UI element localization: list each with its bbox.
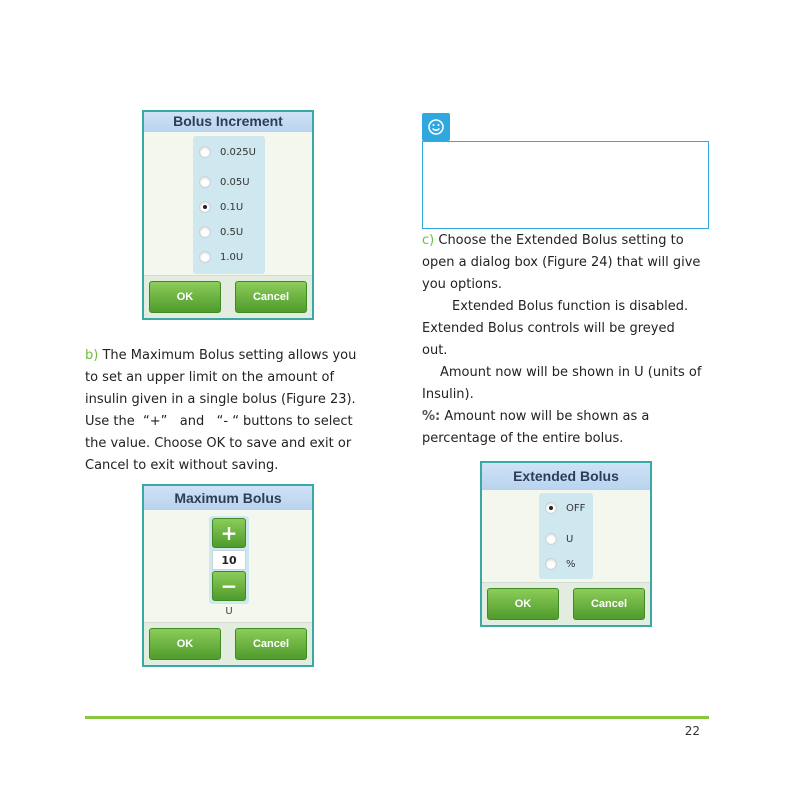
- radio-option[interactable]: [199, 223, 243, 241]
- quantity-value: 10: [212, 550, 246, 570]
- option-label: 0.1U: [220, 201, 244, 213]
- percent-marker: %:: [422, 409, 441, 424]
- radio-option[interactable]: [199, 248, 243, 266]
- text-line: percentage of the entire bolus.: [422, 431, 624, 446]
- option-label: %: [566, 558, 576, 570]
- dialog-title: Maximum Bolus: [144, 486, 312, 510]
- option-panel: [193, 136, 265, 274]
- text-line: you options.: [422, 277, 503, 292]
- option-label: 0.025U: [220, 146, 256, 158]
- note-box: [422, 141, 709, 229]
- text-line: [85, 345, 375, 367]
- radio-option[interactable]: [199, 198, 243, 216]
- text-line: Insulin).: [422, 387, 474, 402]
- ok-button[interactable]: OK: [487, 588, 559, 620]
- increase-button[interactable]: +: [212, 518, 246, 548]
- button-bar: [144, 275, 312, 318]
- step-marker: b): [85, 348, 99, 363]
- text-line: Amount now will be shown in U (units of: [440, 365, 702, 380]
- option-panel: [539, 493, 593, 579]
- option-label: U: [566, 533, 574, 545]
- cancel-button[interactable]: Cancel: [235, 628, 307, 660]
- cancel-button[interactable]: Cancel: [573, 588, 645, 620]
- radio-option[interactable]: [199, 143, 256, 161]
- radio-option[interactable]: [545, 530, 573, 548]
- unit-label: U: [225, 606, 233, 617]
- radio-button-icon[interactable]: [545, 533, 557, 545]
- text-line: to set an upper limit on the amount of: [85, 370, 335, 385]
- radio-button-icon[interactable]: [199, 251, 211, 263]
- text-line: Cancel to exit without saving.: [85, 458, 279, 473]
- option-label: OFF: [566, 502, 586, 514]
- radio-button-icon[interactable]: [545, 558, 557, 570]
- option-label: 0.05U: [220, 176, 250, 188]
- step-marker: c): [422, 233, 435, 248]
- radio-button-icon[interactable]: [199, 226, 211, 238]
- bolus-increment-dialog: [142, 110, 314, 320]
- radio-option[interactable]: [545, 555, 576, 573]
- radio-button-icon[interactable]: [199, 176, 211, 188]
- radio-option[interactable]: [545, 499, 585, 517]
- extended-bolus-dialog: [480, 461, 652, 627]
- cancel-button[interactable]: Cancel: [235, 281, 307, 313]
- paragraph-maximum-bolus: [85, 345, 375, 477]
- dialog-title: Extended Bolus: [482, 463, 650, 490]
- text-line: the value. Choose OK to save and exit or: [85, 436, 352, 451]
- decrease-button[interactable]: −: [212, 571, 246, 601]
- ok-button[interactable]: OK: [149, 281, 221, 313]
- text-line: [422, 230, 722, 252]
- radio-button-icon[interactable]: [199, 146, 211, 158]
- text-line: [422, 406, 722, 428]
- note-smile-icon: [422, 113, 450, 141]
- text-line: Extended Bolus function is disabled.: [452, 299, 689, 314]
- text: The Maximum Bolus setting allows you: [98, 348, 357, 363]
- option-label: 1.0U: [220, 251, 244, 263]
- dialog-title: Bolus Increment: [144, 112, 312, 132]
- page-number: 22: [684, 724, 700, 738]
- ok-button[interactable]: OK: [149, 628, 221, 660]
- text: Choose the Extended Bolus setting to: [434, 233, 684, 248]
- text-line: insulin given in a single bolus (Figure 23).: [85, 392, 356, 407]
- radio-button-selected-icon[interactable]: [545, 502, 557, 514]
- text-line: out.: [422, 343, 448, 358]
- radio-option[interactable]: [199, 173, 250, 191]
- text: Amount now will be shown as a: [440, 409, 650, 424]
- text-line: Use the “+” and “- “ buttons to select: [85, 414, 353, 429]
- text-line: Extended Bolus controls will be greyed: [422, 321, 675, 336]
- radio-button-selected-icon[interactable]: [199, 201, 211, 213]
- maximum-bolus-dialog: [142, 484, 314, 667]
- button-bar: [482, 582, 650, 625]
- footer-rule: [85, 716, 709, 719]
- text-line: open a dialog box (Figure 24) that will give: [422, 255, 701, 270]
- paragraph-extended-bolus: [422, 230, 722, 450]
- button-bar: [144, 622, 312, 665]
- option-label: 0.5U: [220, 226, 244, 238]
